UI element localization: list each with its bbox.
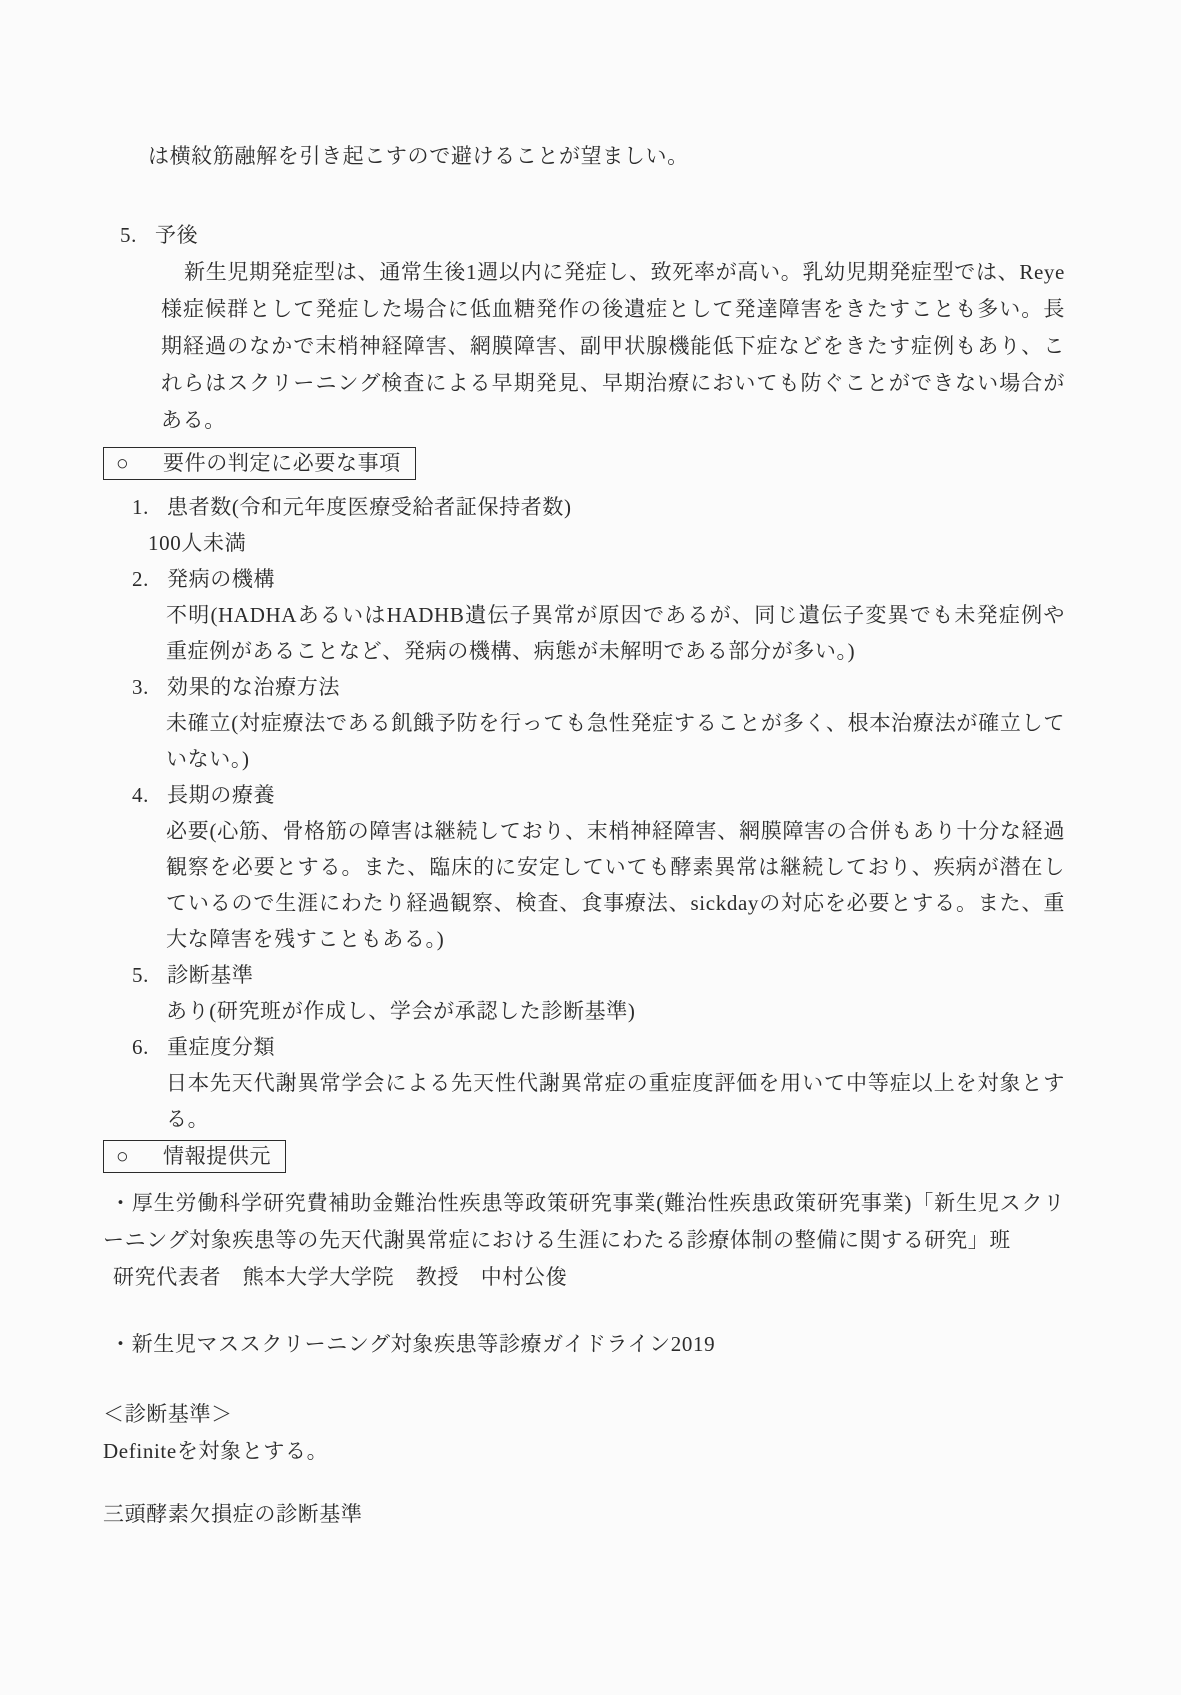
source-item-research-group <box>103 1185 1065 1296</box>
item-detail: あり(研究班が作成し、学会が承認した診断基準) <box>166 999 636 1023</box>
item-detail: 不明(HADHAあるいはHADHB遺伝子異常が原因であるが、同じ遺伝子変異でも未発症例や重症例があることなど、発病の機構、病態が未解明である部分が多い。) <box>166 603 1065 663</box>
source-research-project: ・厚生労働科学研究費補助金難治性疾患等政策研究事業(難治性疾患政策研究事業)「新生児スクリーニング対象疾患等の先天代謝異常症における生涯にわたる診療体制の整備に関する研究」班 <box>103 1191 1065 1252</box>
circle-marker: ○ <box>116 451 130 475</box>
section-5-number: 5. <box>120 223 138 247</box>
item-number: 1. <box>132 495 150 519</box>
item-detail: 100人未満 <box>148 531 247 555</box>
item-number: 6. <box>132 1035 150 1059</box>
requirements-heading-box <box>103 447 416 480</box>
sources-heading-label: 情報提供元 <box>163 1144 272 1168</box>
source-item-guideline: ・新生児マススクリーニング対象疾患等診療ガイドライン2019 <box>110 1332 716 1356</box>
sources-heading-box <box>103 1140 286 1173</box>
item-title: 診断基準 <box>167 963 254 987</box>
item-number: 2. <box>132 567 150 591</box>
diagnostic-criteria-scope: Definiteを対象とする。 <box>103 1439 329 1463</box>
list-item-label <box>103 1029 1065 1065</box>
list-item-diagnostic-criteria <box>103 957 1065 1029</box>
list-item-label <box>103 561 1065 597</box>
item-detail: 未確立(対症療法である飢餓予防を行っても急性発症することが多く、根本治療法が確立していない。) <box>166 711 1065 771</box>
list-item-label <box>103 669 1065 705</box>
list-item-label <box>103 957 1065 993</box>
item-detail: 日本先天代謝異常学会による先天性代謝異常症の重症度評価を用いて中等症以上を対象とする。 <box>166 1071 1065 1131</box>
disease-criteria-title: 三頭酵素欠損症の診断基準 <box>103 1502 363 1526</box>
list-item-mechanism <box>103 561 1065 669</box>
section-5-heading <box>103 217 1065 254</box>
item-detail: 必要(心筋、骨格筋の障害は継続しており、末梢神経障害、網膜障害の合併もあり十分な経過観察を必要とする。また、臨床的に安定していても酵素異常は継続しており、疾病が潜在しているので生涯にわたり経過観察、検査、食事療法、sickdayの対応を必要とする。また、重大な障害を残すこともある。) <box>166 819 1065 951</box>
list-item-severity <box>103 1029 1065 1137</box>
source-representative: 研究代表者 熊本大学大学院 教授 中村公俊 <box>113 1265 568 1289</box>
item-title: 長期の療養 <box>167 783 276 807</box>
paragraph-continuation-line: は横紋筋融解を引き起こすので避けることが望ましい。 <box>148 144 689 168</box>
item-title: 重症度分類 <box>167 1035 276 1059</box>
list-item-label <box>103 489 1065 525</box>
item-title: 患者数(令和元年度医療受給者証保持者数) <box>167 495 572 519</box>
requirements-heading-label: 要件の判定に必要な事項 <box>163 451 401 475</box>
item-title: 効果的な治療方法 <box>167 675 341 699</box>
circle-marker: ○ <box>116 1144 130 1168</box>
list-item-patients <box>103 489 1065 561</box>
prognosis-paragraph: 新生児期発症型は、通常生後1週以内に発症し、致死率が高い。乳幼児期発症型では、Reye様症候群として発症した場合に低血糖発作の後遺症として発達障害をきたすことも多い。長期経過のなかで末梢神経障害、網膜障害、副甲状腺機能低下症などをきたす症例もあり、これらはスクリーニング検査による早期発見、早期治療においても防ぐことができない場合がある。 <box>161 260 1065 432</box>
requirements-list <box>103 489 1065 1137</box>
item-number: 3. <box>132 675 150 699</box>
item-number: 4. <box>132 783 150 807</box>
list-item-treatment <box>103 669 1065 777</box>
list-item-longterm-care <box>103 777 1065 957</box>
list-item-label <box>103 777 1065 813</box>
item-number: 5. <box>132 963 150 987</box>
diagnostic-criteria-heading: ＜診断基準＞ <box>103 1402 233 1426</box>
section-5-title: 予後 <box>155 223 199 247</box>
item-title: 発病の機構 <box>167 567 276 591</box>
